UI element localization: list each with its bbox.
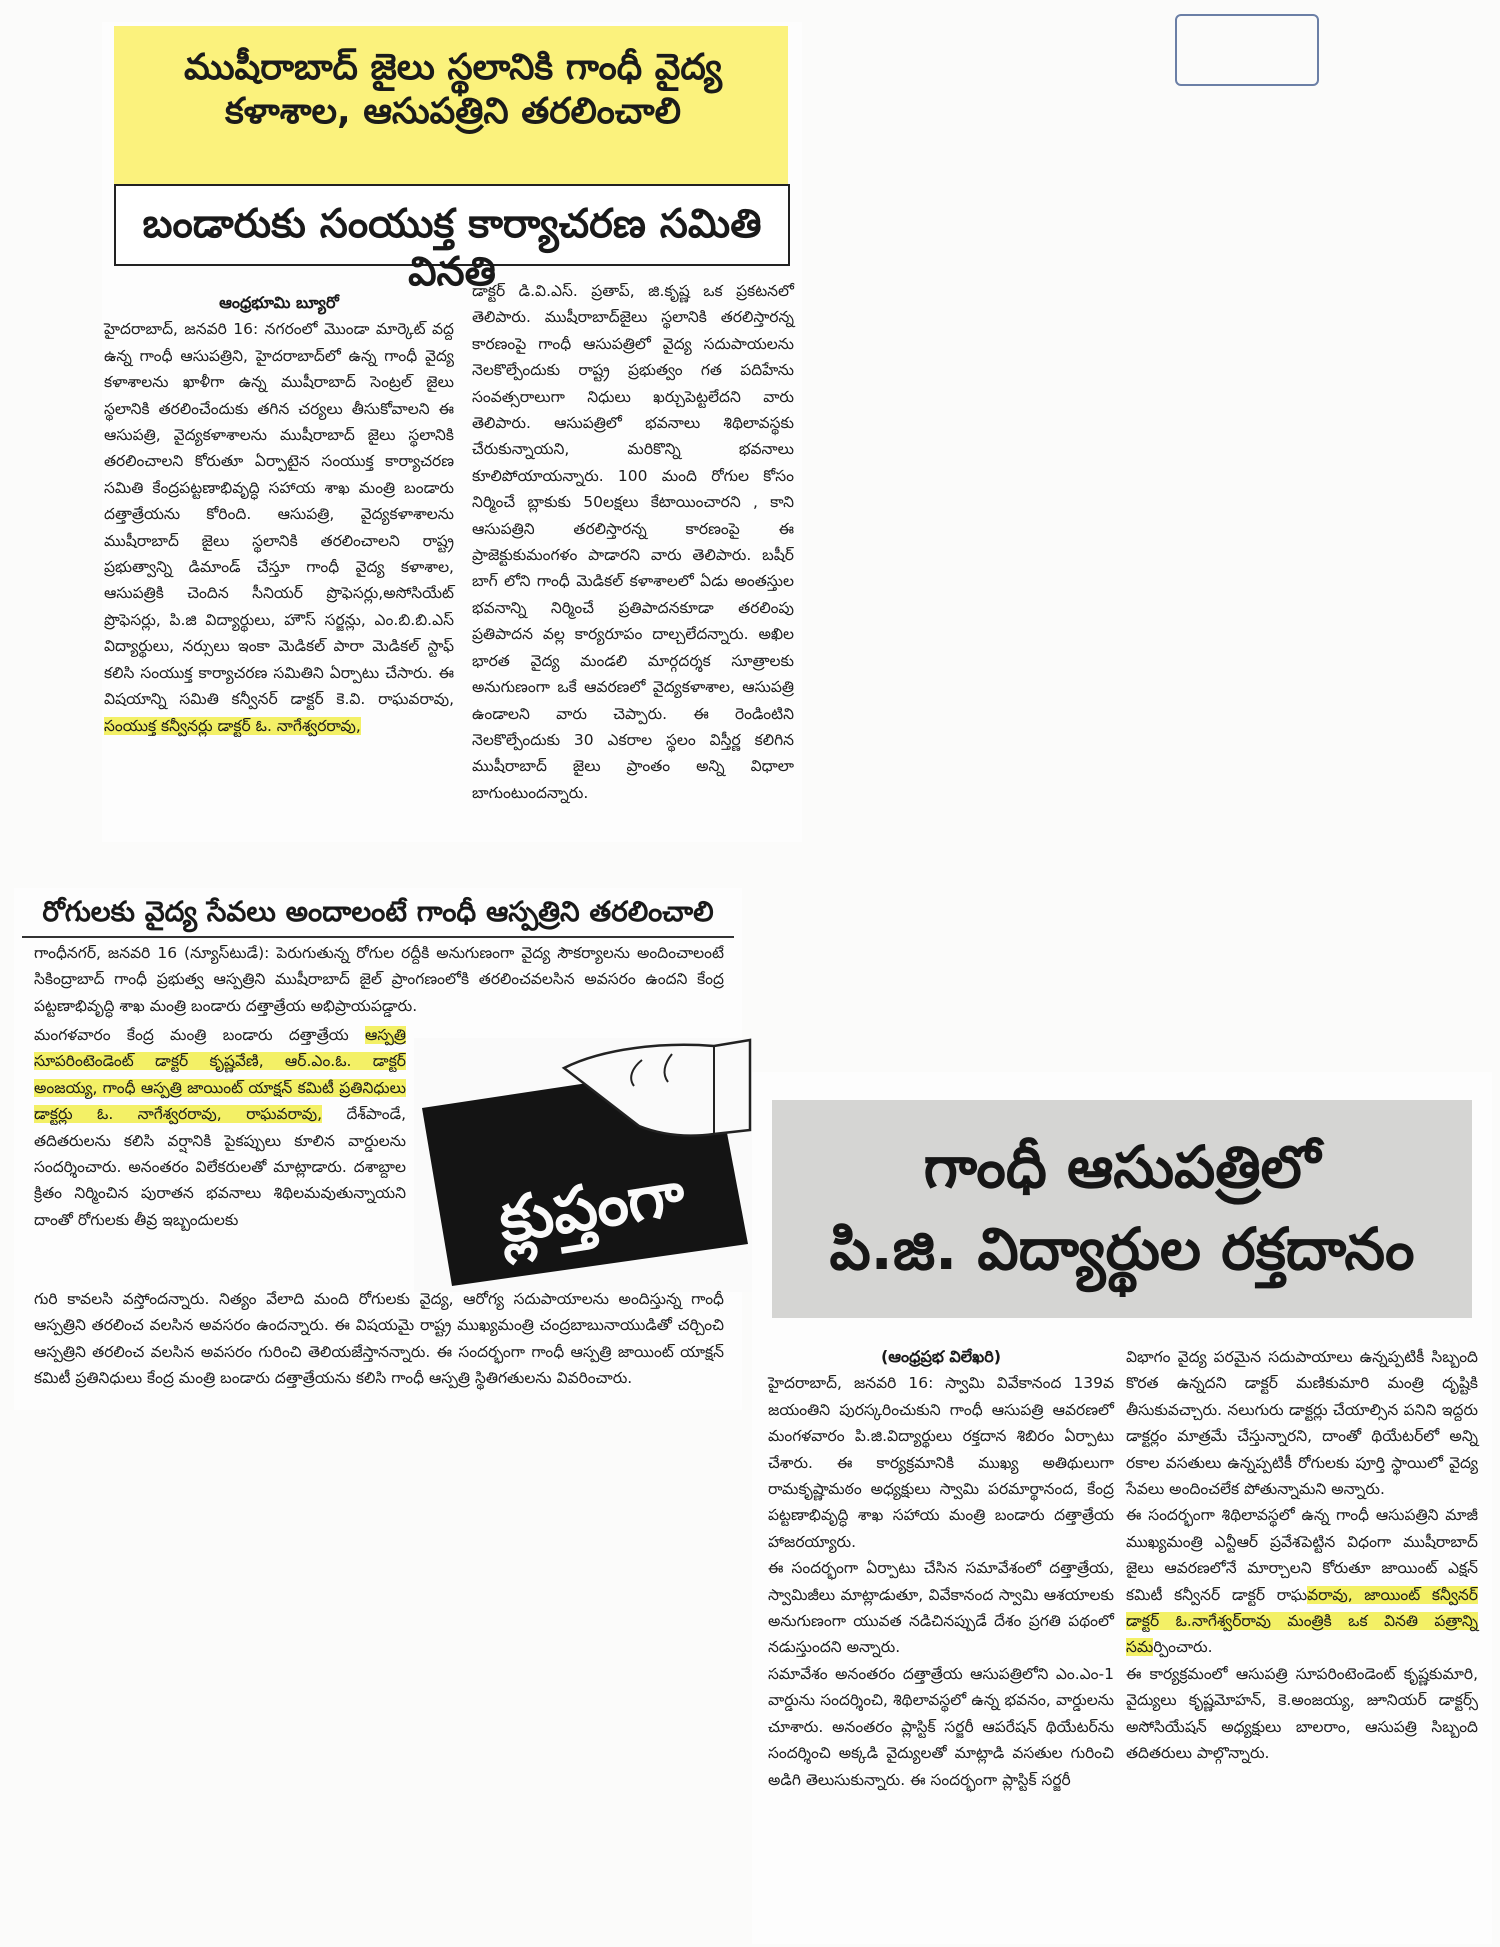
clip1-subheadline: బండారుకు సంయుక్త కార్యాచరణ సమితి వినతి	[142, 201, 762, 295]
stamp-word: క్లుప్తంగా	[493, 1155, 690, 1258]
clip1-left-text: హైదరాబాద్, జనవరి 16: నగరంలో మొండా మార్కెట్ వద్ద ఉన్న గాంధీ ఆసుపత్రిని, హైదరాబాద్‌లో ఉన్న గాంధీ వైద్య కళాశాలను ఖాళీగా ఉన్న ముషీరాబాద్ సెంట్రల్ జైలు స్థలానికి తరలించేందుకు తగిన చర్యలు తీసుకోవాలని ఈ ఆసుపత్రి, వైద్యకళాశాలను ముషీరాబాద్ జైలు స్థలానికి తరలించాలని కోరుతూ ఏర్పాటైన సంయుక్త కార్యాచరణ సమితి కేంద్రపట్టణాభివృద్ధి సహాయ శాఖ మంత్రి బండారు దత్తాత్రేయను కోరింది. ఆసుపత్రి, వైద్యకళాశాలను ముషీరాబాద్ జైలు స్థలానికి తరలించాలని రాష్ట్ర ప్రభుత్వాన్ని డిమాండ్ చేస్తూ గాంధీ వైద్య కళాశాల, ఆసుపత్రికి చెందిన సీనియర్ ప్రొఫెసర్లు,అసోసియేట్ ప్రొఫెసర్లు, పి.జి విద్యార్థులు, హౌస్ సర్జన్లు, ఎం.బి.బి.ఎస్ విద్యార్థులు, నర్సులు ఇంకా మెడికల్ పారా మెడికల్ స్టాఫ్ కలిసి సంయుక్త కార్యాచరణ సమితిని ఏర్పాటు చేసారు. ఈ విషయాన్ని సమితి కన్వీనర్ డాక్టర్ కె.వి. రాఘవరావు,	[104, 320, 454, 709]
clip2-tail-paragraph: గురి కావలసి వస్తోందన్నారు. నిత్యం వేలాది మంది రోగులకు వైద్య, ఆరోగ్య సదుపాయాలను అందిస్తున్న గాంధీ ఆస్పత్రిని తరలించ వలసిన అవసరం ఉందన్నారు. ఈ విషయమై రాష్ట్ర ముఖ్యమంత్రి చంద్రబాబునాయుడితో చర్చించి ఆస్పత్రిని తరలించ వలసిన అవసరం గురించి తెలియజేస్తానన్నారు. ఈ సందర్భంగా గాంధీ ఆస్పత్రి జాయింట్ యాక్షన్ కమిటీ ప్రతినిధులు కేంద్ర మంత్రి బండారు దత్తాత్రేయను కలిసి గాంధీ ఆస్పత్రి స్థితిగతులను వివరించారు.	[34, 1290, 724, 1388]
clip2-headline: రోగులకు వైద్య సేవలు అందాలంటే గాంధీ ఆస్పత్రిని తరలించాలి	[22, 890, 734, 938]
clip3-left-text: హైదరాబాద్, జనవరి 16: స్వామి వివేకానంద 139వ జయంతిని పురస్కరించుకుని గాంధీ ఆసుపత్రి ఆవరణలో మంగళవారం పి.జి.విద్యార్థులు రక్తదాన శిబిరం ఏర్పాటు చేశారు. ఈ కార్యక్రమానికి ముఖ్య అతిథులుగా రామకృష్ణామఠం అధ్యక్షులు స్వామి పరమార్థానంద, కేంద్ర పట్టణాభివృద్ధి శాఖ సహాయ మంత్రి బండారు దత్తాత్రేయ హాజరయ్యారు. ఈ సందర్భంగా ఏర్పాటు చేసిన సమావేశంలో దత్తాత్రేయ, స్వామిజీలు మాట్లాడుతూ, వివేకానంద స్వామి ఆశయాలకు అనుగుణంగా యువత నడిచినప్పుడే దేశం ప్రగతి పథంలో నడుస్తుందని అన్నారు. సమావేశం అనంతరం దత్తాత్రేయ ఆసుపత్రిలోని ఎం.ఎం-1 వార్డును సందర్శించి, శిథిలావస్థలో ఉన్న భవనం, వార్డులను చూశారు. అనంతరం ప్లాస్టిక్ సర్జరీ ఆపరేషన్ థియేటర్‌ను సందర్శించి అక్కడి వైద్యులతో మాట్లాడి వసతుల గురించి అడిగి తెలుసుకున్నారు. ఈ సందర్భంగా ప్లాస్టిక్ సర్జరీ	[768, 1374, 1114, 1789]
clip3-headline-line1: గాంధీ ఆసుపత్రిలో	[923, 1133, 1321, 1201]
clip3-headline-line2: పి.జి. విద్యార్థుల రక్తదానం	[829, 1215, 1415, 1283]
clip3-highlighted-text: వరావు, జాయింట్ కన్వీనర్ డాక్టర్ ఓ.నాగేశ్వర్‌రావు మంత్రికి ఒక వినతి పత్రాన్ని సమ	[1126, 1585, 1478, 1657]
clip3-headline	[772, 1126, 1472, 1290]
news-clip-eenadu	[14, 888, 742, 1410]
clip3-byline: (ఆంధ్రప్రభ విలేఖరి)	[880, 1347, 1002, 1366]
clip2-left-text: మంగళవారం కేంద్ర మంత్రి బండారు దత్తాత్రేయ	[34, 1026, 349, 1044]
subheadline-box	[114, 184, 790, 295]
blank-stamp-box	[1175, 14, 1319, 86]
news-clip-andhraprabha	[752, 1072, 1492, 1944]
clip3-right-rest: ర్పించారు. ఈ కార్యక్రమంలో ఆసుపత్రి సూపరింటెండెంట్ కృష్ణకుమారి, వైద్యులు కృష్ణమోహన్, కె.అంజయ్య, జూనియర్ డాక్టర్స్ అసోసియేషన్ అధ్యక్షులు బాలరాం, ఆసుపత్రి సిబ్బంది తదితరులు పాల్గొన్నారు.	[1126, 1638, 1478, 1763]
clip2-column-left	[34, 1022, 406, 1233]
clip1-column-left	[104, 290, 454, 739]
clip1-highlighted-text: సంయుక్త కన్వీనర్లు డాక్టర్ ఓ. నాగేశ్వరరావు,	[104, 716, 361, 735]
clip3-column-left	[768, 1344, 1114, 1793]
clip1-headline: ముషీరాబాద్ జైలు స్థలానికి గాంధీ వైద్య కళాశాల, ఆసుపత్రిని తరలించాలి	[184, 47, 722, 132]
clip3-column-right	[1126, 1344, 1478, 1767]
headline-grey-band	[772, 1100, 1472, 1318]
clip2-lead-paragraph: గాంధీనగర్, జనవరి 16 (న్యూస్‌టుడే): పెరుగుతున్న రోగుల రద్దీకి అనుగుణంగా వైద్య సౌకర్యాలను అందించాలంటే సికింద్రాబాద్ గాంధీ ప్రభుత్వ ఆస్పత్రిని ముషీరాబాద్ జైల్ ప్రాంగణంలోకి తరలించవలసిన అవసరం ఉందని కేంద్ర పట్టణాభివృద్ధి శాఖ మంత్రి బండారు దత్తాత్రేయ అభిప్రాయపడ్డారు.	[34, 944, 724, 1015]
clip1-byline: ఆంధ్రభూమి బ్యూరో	[219, 293, 339, 312]
clip2-highlighted-text: ఆస్పత్రి సూపరింటెండెంట్ డాక్టర్ కృష్ణవేణి, ఆర్.ఎం.ఓ. డాక్టర్ అంజయ్య, గాంధీ ఆస్పత్రి జాయింట్ యాక్షన్ కమిటీ ప్రతినిధులు డాక్టర్లు ఓ. నాగేశ్వరరావు, రాఘవరావు,	[34, 1026, 406, 1124]
hand-holding-card-icon	[414, 1038, 752, 1292]
headline-highlight-band	[114, 26, 788, 189]
clip1-column-right: డాక్టర్ డి.వి.ఎస్. ప్రతాప్, జి.కృష్ణ ఒక ప్రకటనలో తెలిపారు. ముషీరాబాద్‌జైలు స్థలానికి తరలిస్తారన్న కారణంపై గాంధీ ఆసుపత్రిలో వైద్య సదుపాయలను నెలకొల్పేందుకు రాష్ట్ర ప్రభుత్వం గత పదిహేను సంవత్సరాలుగా నిధులు ఖర్చుపెట్టలేదని వారు తెలిపారు. ఆసుపత్రిలో భవనాలు శిథిలావస్థకు చేరుకున్నాయని, మరికొన్ని భవనాలు కూలిపోయాయన్నారు. 100 మంది రోగుల కోసం నిర్మించే బ్లాకుకు 50లక్షలు కేటాయించారని , కాని ఆసుపత్రిని తరలిస్తారన్న కారణంపై ఈ ప్రాజెక్టుకుమంగళం పాడారని వారు తెలిపారు. బషీర్ బాగ్ లోని గాంధీ మెడికల్ కళాశాలలో ఏడు అంతస్తుల భవనాన్ని నిర్మించే ప్రతిపాదనకూడా తరలింపు ప్రతిపాదన వల్ల కార్యరూపం దాల్చలేదన్నారు. అఖిల భారత వైద్య మండలి మార్గదర్శక సూత్రాలకు అనుగుణంగా ఒకే ఆవరణలో వైద్యకళాశాల, ఆసుపత్రి ఉండాలని వారు చెప్పారు. ఈ రెండింటిని నెలకొల్పేందుకు 30 ఎకరాల స్థలం విస్తీర్ణ కలిగిన ముషీరాబాద్ జైలు ప్రాంతం అన్ని విధాలా బాగుంటుందన్నారు.	[472, 282, 794, 802]
news-clip-andhrabhoomi	[102, 22, 802, 842]
clip2-left-rest: దేశ్‌పాండే, తదితరులను కలిసి వర్షానికి పైకప్పులు కూలిన వార్డులను సందర్శించారు. అనంతరం విలేకరులతో మాట్లాడారు. దశాబ్దాల క్రితం నిర్మించిన పురాతన భవనాలు శిథిలమవుతున్నాయని దాంతో రోగులకు తీవ్ర ఇబ్బందులకు	[34, 1105, 407, 1229]
clip3-right-text: విభాగం వైద్య పరమైన సదుపాయాలు ఉన్నప్పటికీ సిబ్బంది కొరత ఉన్నదని డాక్టర్ మణికుమారి మంత్రి దృష్టికి తీసుకువచ్చారు. నలుగురు డాక్టర్లు చేయాల్సిన పనిని ఇద్దరు డాక్టర్లం మాత్రమే చేస్తున్నారని, దాంతో థియేటర్‌లో అన్ని రకాల వసతులు ఉన్నప్పటికీ రోగులకు పూర్తి స్థాయిలో వైద్య సేవలు అందించలేక పోతున్నామని అన్నారు. ఈ సందర్భంగా శిథిలావస్థలో ఉన్న గాంధీ ఆసుపత్రిని మాజీ ముఖ్యమంత్రి ఎన్టీఆర్ ప్రవేశపెట్టిన విధంగా ముషీరాబాద్ జైలు ఆవరణలోనే మార్చాలని కోరుతూ జాయింట్ ఎక్షన్ కమిటీ కన్వీనర్ డాక్టర్ రాఘ	[1126, 1348, 1478, 1604]
